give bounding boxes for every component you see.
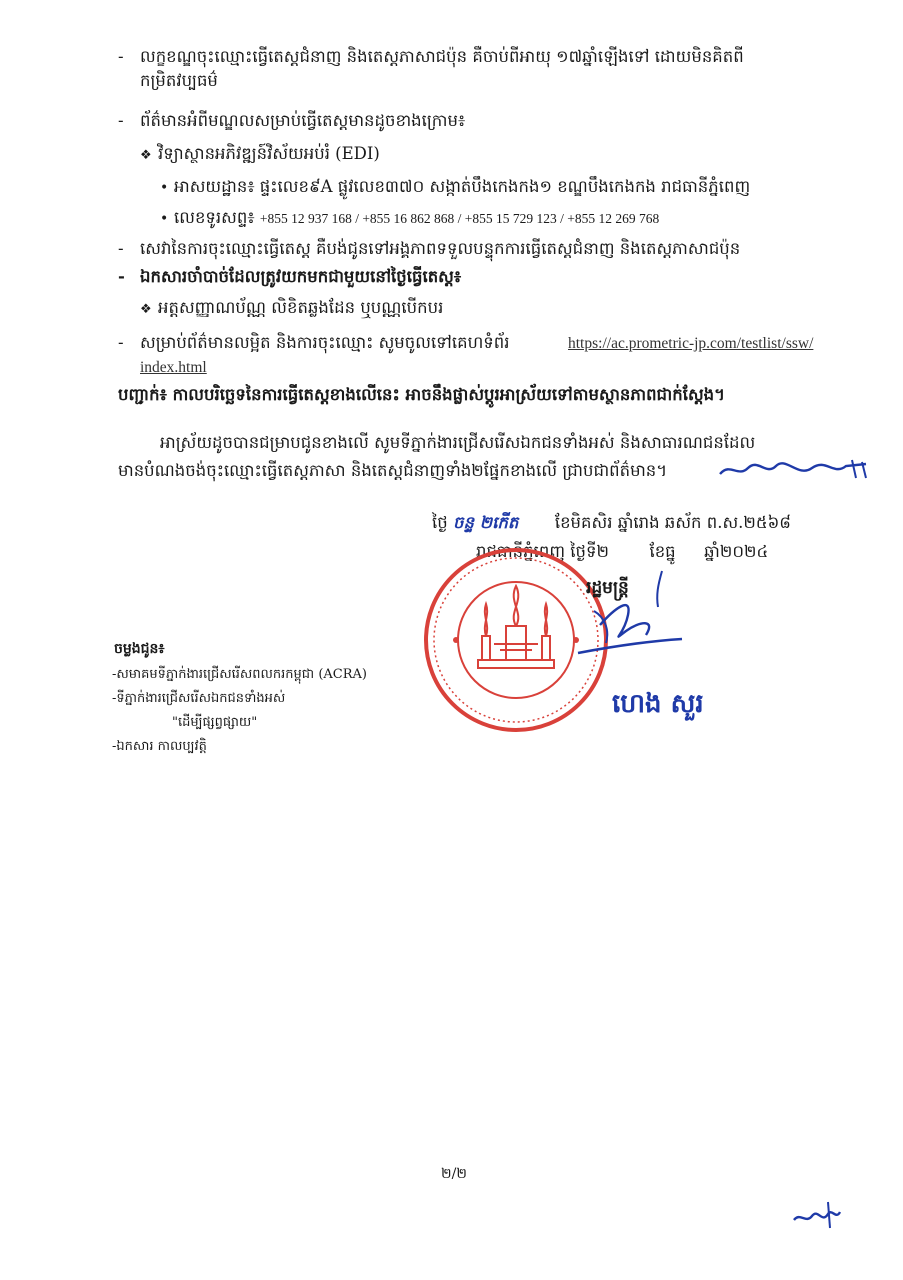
dash-bullet: - <box>118 267 125 286</box>
handwritten-page-initial <box>790 1198 846 1234</box>
registration-link-cont[interactable]: index.html <box>140 359 207 376</box>
cc-entry-purpose: "ដើម្បីផ្សព្វផ្សាយ" <box>172 715 258 730</box>
minister-title: រដ្ឋមន្ត្រី <box>586 578 629 598</box>
cc-entry-archive: -ឯកសារ កាលប្បវត្តិ <box>112 739 207 754</box>
lunar-date-line: ថ្ងៃ ចន្ទ ២កើត ខែមិគសិរ ឆ្នាំរោង ឆស័ក ព.ស.២៥៦៨ <box>432 513 791 532</box>
note-paragraph: បញ្ជាក់៖ កាលបរិច្ឆេទនៃការធ្វើតេស្តខាងលើនេះ អាចនឹងផ្លាស់ប្តូរអាស្រ័យទៅតាមស្ថានភាពជាក់ស្តែង។ <box>118 385 726 404</box>
phone-numbers: +855 12 937 168 / +855 16 862 868 / +855 15 729 123 / +855 12 269 768 <box>259 211 660 226</box>
solar-date-line: រាជធានីភ្នំពេញ ថ្ងៃទី២ ខែធ្នូ ឆ្នាំ២០២៤ <box>476 542 769 561</box>
sub-item-address: • អាសយដ្ឋាន៖ ផ្ទះលេខ៩A ផ្លូវលេខ៣៧០ សង្កាត់បឹងកេងកង១ ខណ្ឌបឹងកេងកង រាជធានីភ្នំពេញ <box>160 176 750 199</box>
cc-label: ចម្លងជូន៖ <box>114 641 165 657</box>
body-line-1: អាស្រ័យដូចបានជម្រាបជូនខាងលើ សូមទីភ្នាក់ងារជ្រើសរើសឯកជនទាំងអស់ និងសាធារណជនដែល <box>160 433 756 452</box>
registration-link[interactable]: https://ac.prometric-jp.com/testlist/ssw/ <box>568 335 814 352</box>
sub-item-institute: ❖ វិទ្យាស្ថានអភិវឌ្ឍន៍វិស័យអប់រំ (EDI) <box>140 143 380 167</box>
list-item-more-info: - សម្រាប់ព័ត៌មានលម្អិត និងការចុះឈ្មោះ សូមចូលទៅគេហទំព័រ <box>118 333 510 352</box>
dash-bullet: - <box>118 333 124 352</box>
minister-name: ហេង សួរ <box>612 689 704 719</box>
dash-bullet: - <box>118 47 124 66</box>
sub-item-phone: • លេខទូរសព្ទ៖ +855 12 937 168 / +855 16 862 868 / +855 15 729 123 / +855 12 269 768 <box>160 207 659 230</box>
list-item-age-requirement: - លក្ខខណ្ឌចុះឈ្មោះធ្វើតេស្តជំនាញ និងតេស្តភាសាជប៉ុន គឺចាប់ពីអាយុ ១៧ឆ្នាំឡើងទៅ ដោយមិនគិតពី <box>118 47 744 66</box>
dash-bullet: - <box>118 239 124 258</box>
sub-item-id-documents: ❖ អត្តសញ្ញាណប័ណ្ណ លិខិតឆ្លងដែន ឬបណ្ណបើកបរ <box>140 297 443 321</box>
dash-bullet: - <box>118 111 124 130</box>
page-number: ២/២ <box>441 1166 467 1182</box>
list-item-test-center: - ព័ត៌មានអំពីមណ្ឌលសម្រាប់ធ្វើតេស្តមានដូចខាងក្រោម៖ <box>118 111 466 130</box>
list-item-documents: - ឯកសារចាំបាច់ដែលត្រូវយកមកជាមួយនៅថ្ងៃធ្វើតេស្ត៖ <box>118 267 462 286</box>
list-item-fee: - សេវានៃការចុះឈ្មោះធ្វើតេស្ត គឺបង់ជូនទៅអង្គភាពទទួលបន្ទុកការធ្វើតេស្តជំនាញ និងតេស្តភាសាជប៉ុន <box>118 239 741 258</box>
handwritten-lunar-day: ចន្ទ ២កើត <box>452 513 519 532</box>
diamond-bullet-icon: ❖ <box>140 302 152 317</box>
diamond-bullet-icon: ❖ <box>140 148 152 163</box>
cc-entry-agencies: -ទីភ្នាក់ងារជ្រើសរើសឯកជនទាំងអស់ <box>112 691 286 706</box>
body-line-2: មានបំណងចង់ចុះឈ្មោះធ្វើតេស្តភាសា និងតេស្តជំនាញទាំង២ផ្នែកខាងលើ ជ្រាបជាព័ត៌មាន។ <box>118 461 668 480</box>
handwritten-signature <box>570 565 690 665</box>
dot-bullet-icon: • <box>160 180 169 196</box>
cc-entry-acra: -សមាគមទីភ្នាក់ងារជ្រើសរើសពលករកម្ពុជា (ACRA) <box>112 667 367 682</box>
list-item-age-requirement-cont: កម្រិតវប្បធម៌ <box>140 71 218 90</box>
dot-bullet-icon: • <box>160 211 169 227</box>
handwritten-initial-scribble <box>716 456 876 484</box>
